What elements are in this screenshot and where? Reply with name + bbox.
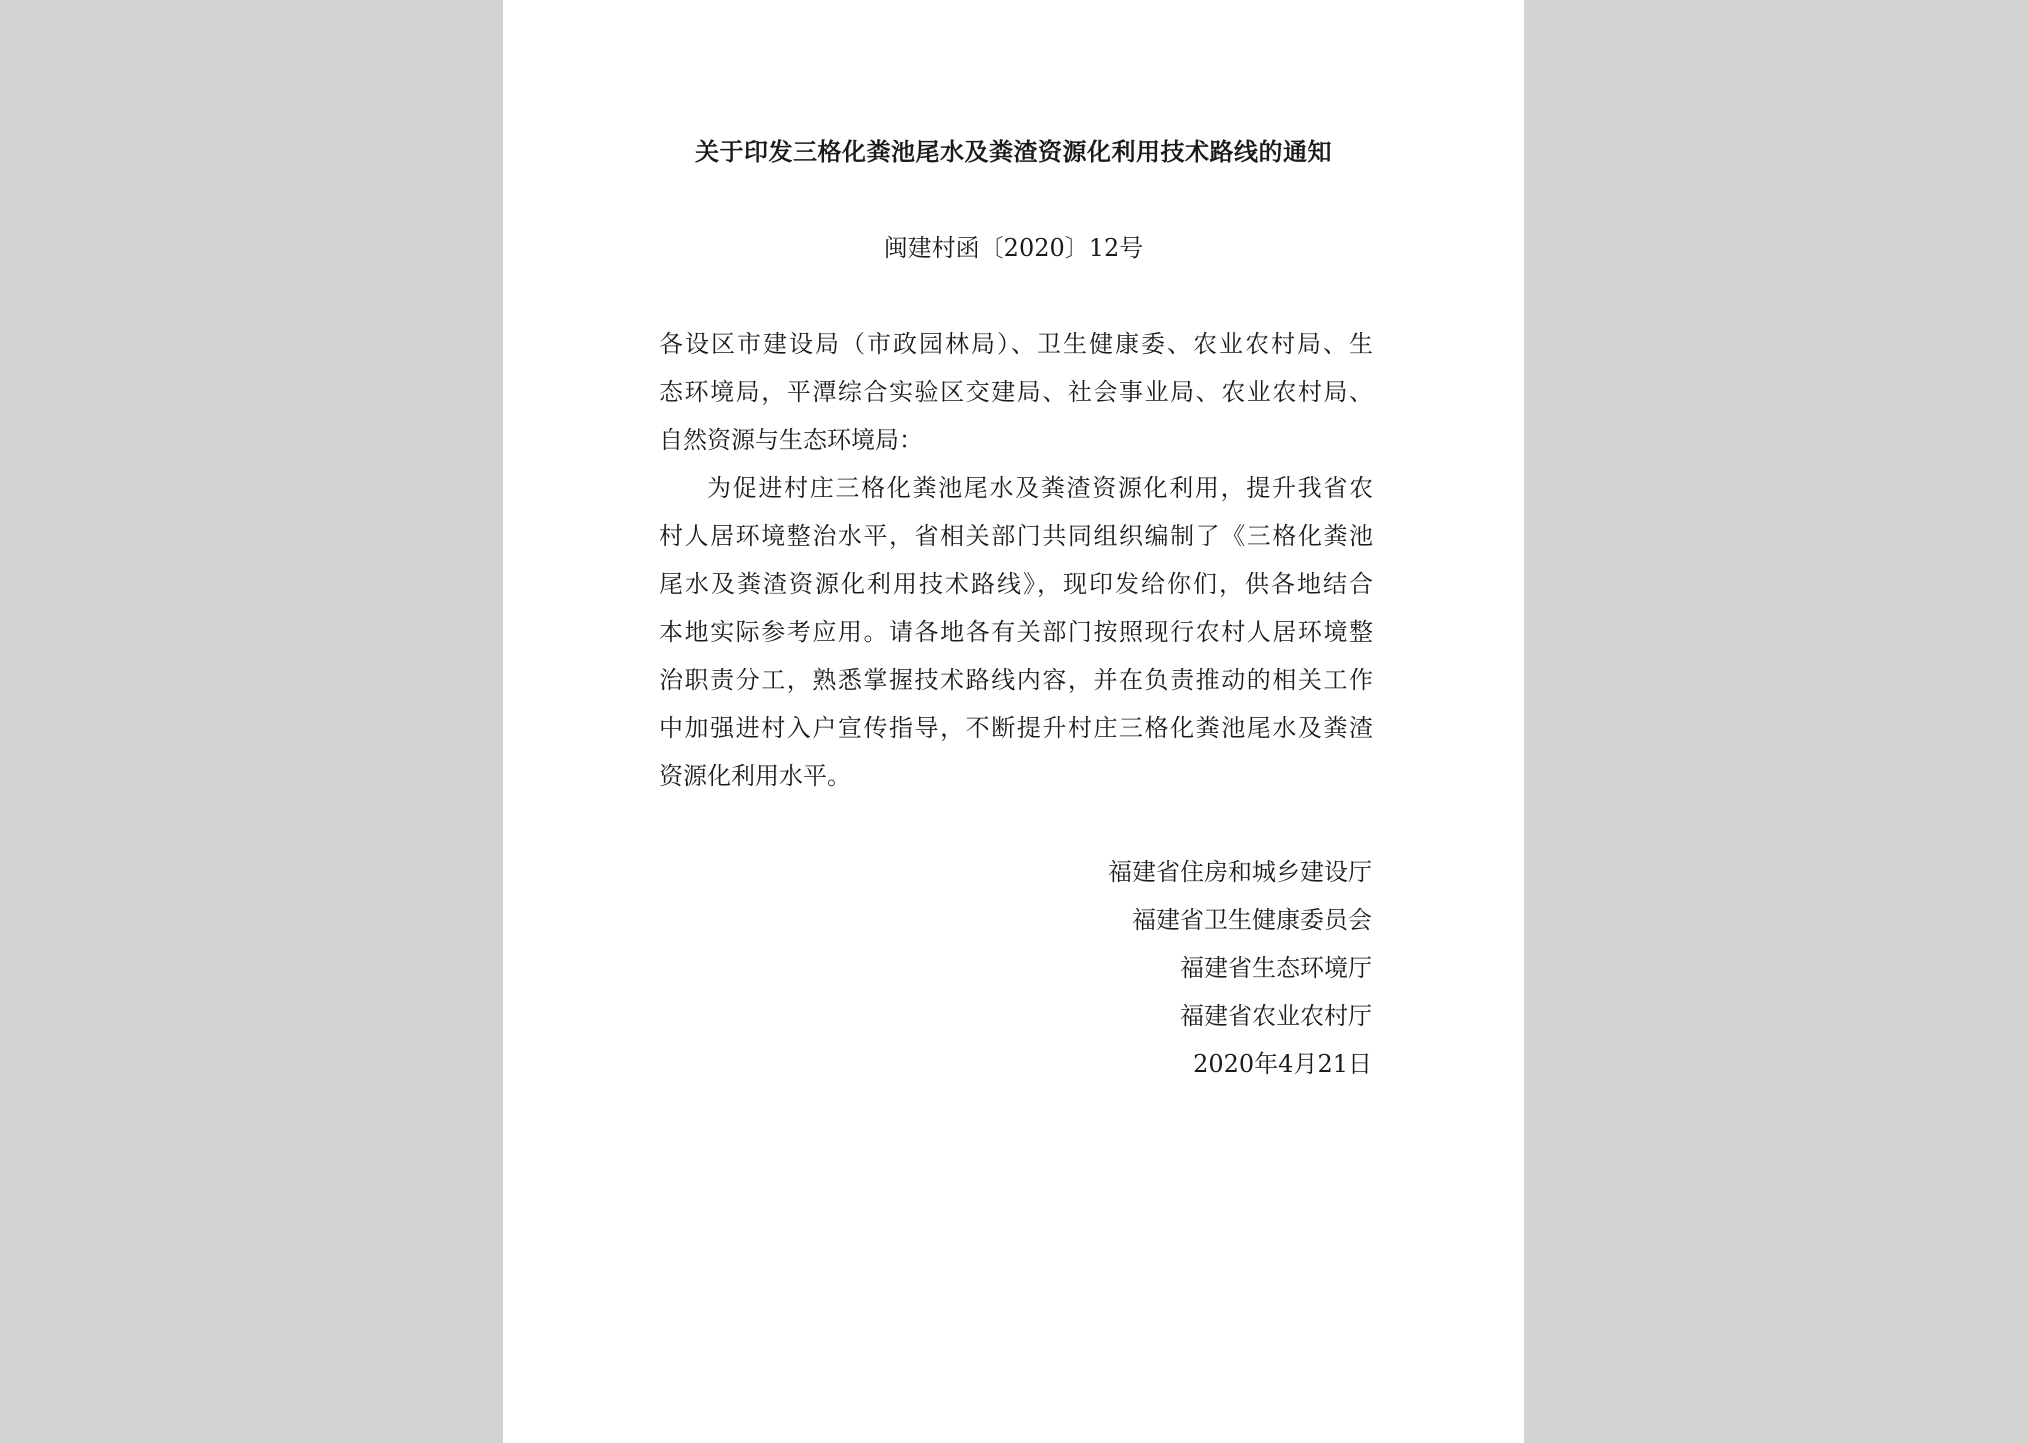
addressee-line: 自然资源与生态环境局： — [659, 426, 923, 454]
body-line: 尾水及粪渣资源化利用技术路线》，现印发给你们，供各地结合 — [659, 570, 1373, 598]
body-line: 为促进村庄三格化粪池尾水及粪渣资源化利用，提升我省农 — [707, 474, 1373, 502]
signature-date: 2020年4月21日 — [1193, 1050, 1372, 1078]
signature-agriculture-dept: 福建省农业农村厅 — [1180, 1002, 1372, 1030]
document-page — [503, 0, 1524, 1443]
body-line: 村人居环境整治水平，省相关部门共同组织编制了《三格化粪池 — [659, 522, 1373, 550]
body-line: 资源化利用水平。 — [659, 762, 851, 790]
document-number: 闽建村函〔2020〕12号 — [883, 234, 1144, 262]
addressee-line: 态环境局，平潭综合实验区交建局、社会事业局、农业农村局、 — [659, 378, 1373, 406]
signature-ecology-dept: 福建省生态环境厅 — [1180, 954, 1372, 982]
document-title: 关于印发三格化粪池尾水及粪渣资源化利用技术路线的通知 — [695, 138, 1332, 166]
signature-housing-dept: 福建省住房和城乡建设厅 — [1108, 858, 1372, 886]
body-line: 中加强进村入户宣传指导，不断提升村庄三格化粪池尾水及粪渣 — [659, 714, 1373, 742]
document-body — [659, 320, 1373, 800]
signature-health-commission: 福建省卫生健康委员会 — [1132, 906, 1372, 934]
body-line: 本地实际参考应用。请各地各有关部门按照现行农村人居环境整 — [659, 618, 1373, 646]
addressee-line: 各设区市建设局（市政园林局）、卫生健康委、农业农村局、生 — [659, 330, 1373, 358]
body-line: 治职责分工，熟悉掌握技术路线内容，并在负责推动的相关工作 — [659, 666, 1373, 694]
signature-block — [1108, 848, 1372, 1088]
